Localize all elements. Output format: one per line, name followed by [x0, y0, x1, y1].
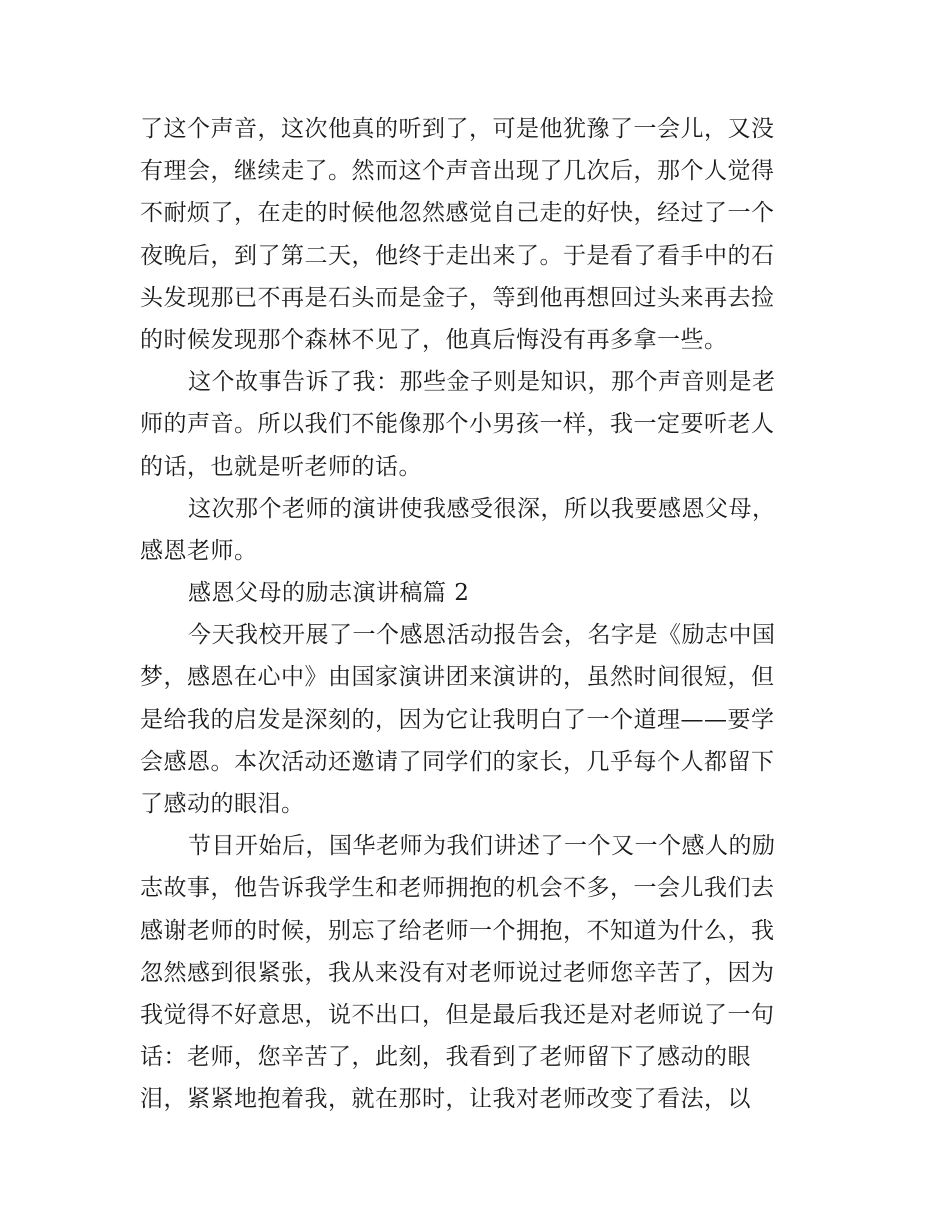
text-line: 我觉得不好意思，说不出口，但是最后我还是对老师说了一句	[140, 1001, 775, 1028]
text-line: 有理会，继续走了。然而这个声音出现了几次后，那个人觉得	[140, 158, 775, 185]
text-line: 了感动的眼泪。	[140, 791, 305, 817]
section-heading: 感恩父母的励志演讲稿篇 2	[188, 580, 470, 607]
paragraph-start-line: 这个故事告诉了我：那些金子则是知识，那个声音则是老	[188, 369, 776, 396]
text-line: 了这个声音，这次他真的听到了，可是他犹豫了一会儿，又没	[140, 116, 775, 142]
text-line: 夜晚后，到了第二天，他终于走出来了。于是看了看手中的石	[140, 242, 775, 269]
text-line: 不耐烦了，在走的时候他忽然感觉自己走的好快，经过了一个	[140, 200, 775, 227]
text-line: 话：老师，您辛苦了，此刻，我看到了老师留下了感动的眼	[140, 1044, 751, 1071]
text-line: 梦，感恩在心中》由国家演讲团来演讲的，虽然时间很短，但	[140, 664, 775, 691]
paragraph-start-line: 这次那个老师的演讲使我感受很深，所以我要感恩父母，	[188, 495, 776, 522]
text-line: 是给我的启发是深刻的，因为它让我明白了一个道理——要学	[140, 706, 775, 733]
text-line: 泪，紧紧地抱着我，就在那时，让我对老师改变了看法，以	[140, 1086, 751, 1113]
paragraph-start-line: 节目开始后，国华老师为我们讲述了一个又一个感人的励	[188, 833, 776, 860]
text-line: 的时候发现那个森林不见了，他真后悔没有再多拿一些。	[140, 326, 728, 353]
text-line: 会感恩。本次活动还邀请了同学们的家长，几乎每个人都留下	[140, 748, 775, 775]
body-text	[140, 108, 820, 1121]
text-line: 忽然感到很紧张，我从来没有对老师说过老师您辛苦了，因为	[140, 959, 775, 986]
text-line: 的话，也就是听老师的话。	[140, 453, 422, 480]
paragraph-start-line: 今天我校开展了一个感恩活动报告会，名字是《励志中国	[188, 622, 776, 649]
text-line: 感恩老师。	[140, 537, 258, 564]
text-line: 头发现那已不再是石头而是金子，等到他再想回过头来再去捡	[140, 284, 775, 311]
text-line: 志故事，他告诉我学生和老师拥抱的机会不多，一会儿我们去	[140, 875, 775, 902]
text-line: 师的声音。所以我们不能像那个小男孩一样，我一定要听老人	[140, 411, 775, 438]
text-line: 感谢老师的时候，别忘了给老师一个拥抱，不知道为什么，我	[140, 917, 775, 944]
